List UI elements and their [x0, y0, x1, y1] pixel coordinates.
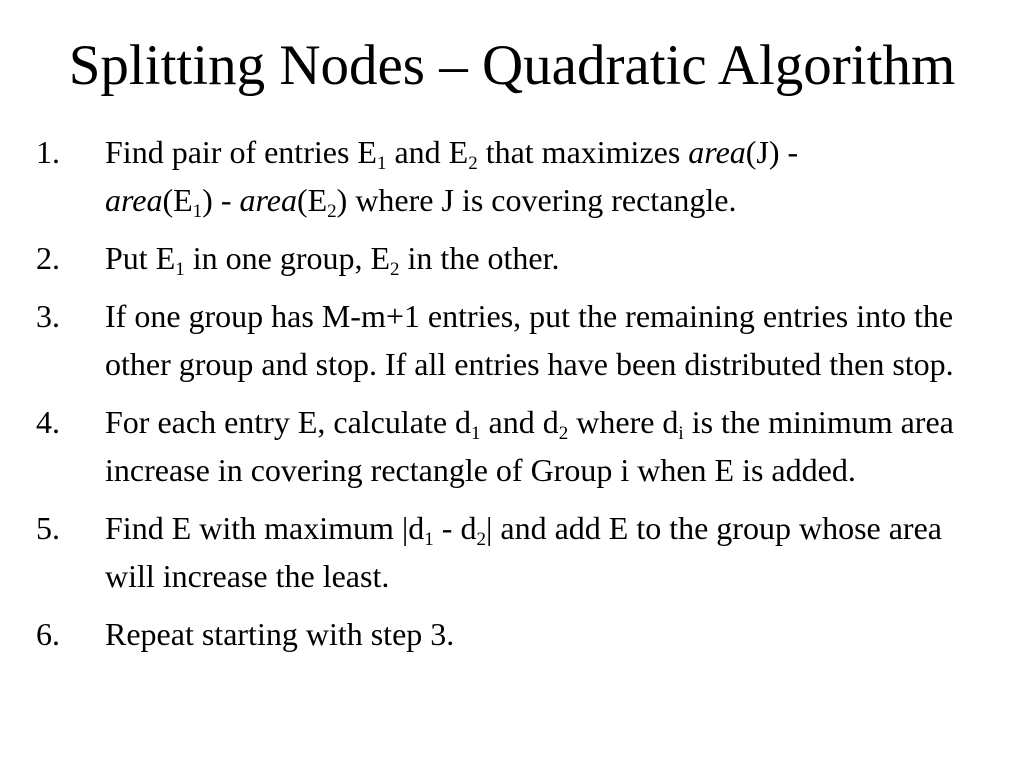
subscript: 2 [390, 259, 400, 280]
step-text: Find pair of entries E [105, 134, 377, 170]
step-text: Put E [105, 240, 176, 276]
step-text: (E [296, 182, 328, 218]
step-text: in the other. [399, 240, 560, 276]
step-text: that maximizes [477, 134, 689, 170]
subscript: 2 [476, 529, 486, 550]
subscript: 2 [327, 201, 337, 222]
step-text: If one group has M-m+1 entries, put the remaining entries into the other group and stop. If all entries have been distributed then stop. [105, 298, 954, 382]
italic-text: area [688, 134, 746, 170]
italic-text: area [239, 182, 297, 218]
subscript: 2 [468, 153, 478, 174]
step-text: (J) - [745, 134, 799, 170]
subscript: 1 [376, 153, 387, 174]
step-number: 2. [36, 240, 60, 276]
step-text: where d [568, 404, 679, 440]
step-number: 5. [36, 510, 60, 546]
step-text: ) - [202, 182, 240, 218]
italic-text: area [105, 182, 163, 218]
step-5 [0, 504, 1024, 600]
subscript: 1 [192, 201, 203, 222]
step-text: and E [386, 134, 469, 170]
step-text: - d [433, 510, 477, 546]
slide-title: Splitting Nodes – Quadratic Algorithm [68, 34, 956, 97]
subscript: 1 [471, 423, 481, 444]
step-number: 3. [36, 298, 60, 334]
step-2 [0, 234, 1024, 282]
step-text: ) where J is covering rectangle. [336, 182, 737, 218]
step-6 [0, 610, 1024, 658]
step-number: 4. [36, 404, 60, 440]
step-number: 1. [36, 134, 60, 170]
subscript: 2 [558, 423, 569, 444]
step-3 [0, 292, 1024, 388]
step-text: and d [480, 404, 559, 440]
step-text: For each entry E, calculate d [105, 404, 472, 440]
step-4 [0, 398, 1024, 494]
step-text: (E [162, 182, 193, 218]
step-1 [0, 128, 1024, 224]
steps-list [0, 128, 1024, 668]
step-text: Repeat starting with step 3. [105, 616, 455, 652]
subscript: 1 [424, 529, 434, 550]
step-text: Find E with maximum |d [105, 510, 425, 546]
step-text: | and add E to the group whose area will increase the least. [105, 510, 942, 594]
step-text: in one group, E [184, 240, 391, 276]
step-text: is the minimum area increase in covering rectangle of Group i when E is added. [105, 404, 954, 488]
subscript: i [678, 423, 684, 444]
step-number: 6. [36, 616, 60, 652]
subscript: 1 [175, 259, 185, 280]
